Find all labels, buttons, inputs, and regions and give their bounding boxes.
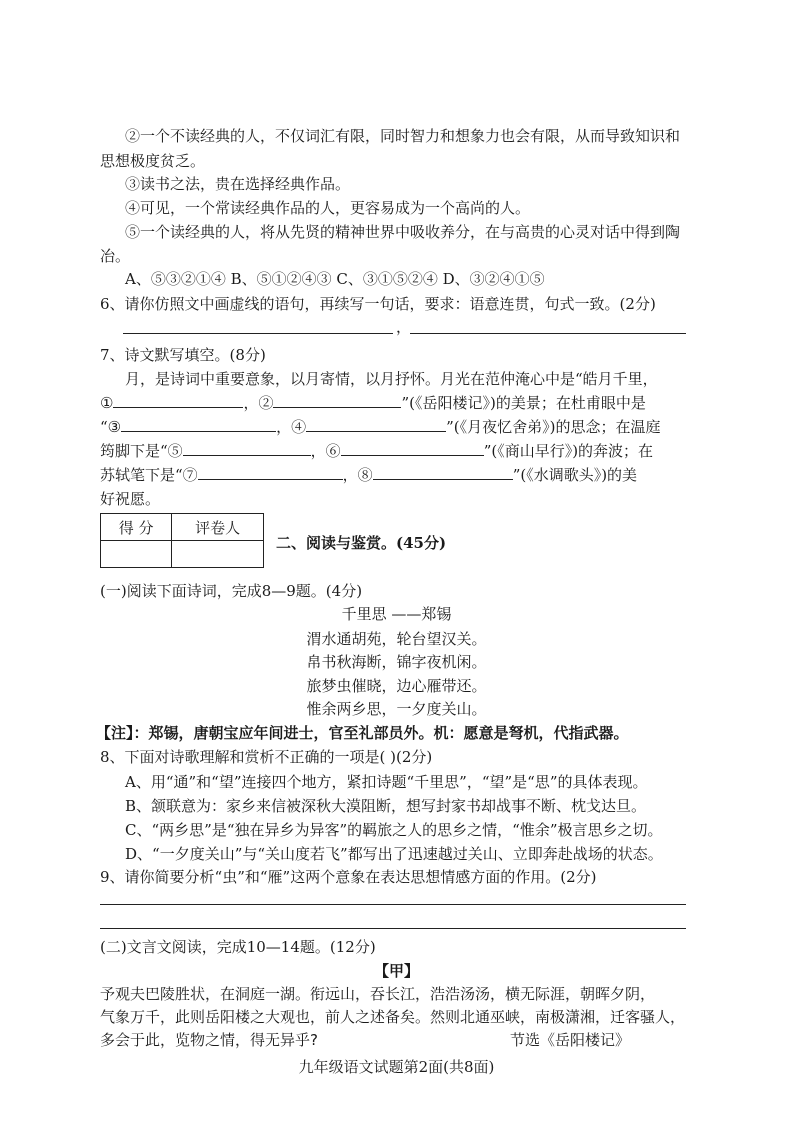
grader-cell[interactable] (172, 541, 264, 568)
blank-2[interactable] (273, 392, 401, 408)
order-choices: A、⑤③②①④ B、⑤①②④③ C、③①⑤②④ D、③②④①⑤ (125, 270, 545, 288)
option-5-line-2: 冶。 (100, 247, 131, 265)
q7-line-4-tail: ”(《商山早行》)的奔波；在 (483, 442, 654, 460)
blank-4[interactable] (306, 416, 446, 432)
q9-answer-line-2[interactable] (100, 928, 686, 929)
page-footer: 九年级语文试题第2面(共8面) (298, 1058, 495, 1076)
poem-title: 千里思 ——郑锡 (341, 605, 452, 623)
blank-6-label: ，⑥ (310, 442, 341, 460)
poem-line-3: 旅梦虫催晓，边心雁带还。 (306, 677, 487, 695)
q6-answer-line-1[interactable] (123, 333, 393, 334)
blank-8[interactable] (373, 464, 513, 480)
part-1-intro: (一)阅读下面诗词，完成8—9题。(4分) (100, 582, 363, 600)
blank-3[interactable] (121, 416, 276, 432)
blank-8-label: ，⑧ (342, 466, 373, 484)
poem-note: 【注】：郑锡，唐朝宝应年间进士，官至礼部员外。机：愿意是弩机，代指武器。 (96, 724, 629, 742)
question-9-stem: 9、请你简要分析“虫”和“雁”这两个意象在表达思想情感方面的作用。(2分) (100, 868, 597, 886)
q8-option-d: D、“一夕度关山”与“关山度若飞”都写出了迅速越过关山、立即奔赴战场的状态。 (125, 845, 663, 863)
blank-2-label: ，② (243, 394, 274, 412)
question-8-stem: 8、下面对诗歌理解和赏析不正确的一项是( )(2分) (100, 748, 433, 766)
option-2-line-2: 思想极度贫乏。 (100, 152, 206, 170)
question-6-stem: 6、请你仿照文中画虚线的语句，再续写一句话，要求：语意连贯，句式一致。(2分) (100, 295, 656, 313)
q6-comma: ， (396, 318, 412, 336)
part-2-intro: (二)文言文阅读，完成10—14题。(12分) (100, 938, 376, 956)
grader-header: 评卷人 (172, 514, 264, 541)
option-2-line-1: ②一个不读经典的人，不仅词汇有限，同时智力和想象力也会有限，从而导致知识和 (125, 127, 681, 145)
blank-4-label: ，④ (276, 418, 307, 436)
q7-line-5 (100, 464, 637, 486)
poem-line-2: 帛书秋海断，锦字夜机闲。 (306, 653, 487, 671)
q8-option-a: A、用“通”和“望”连接四个地方，紧扣诗题“千里思”，“望”是“思”的具体表现。 (125, 773, 648, 791)
blank-1[interactable] (113, 392, 243, 408)
q8-option-b: B、颔联意为：家乡来信被深秋大漠阻断，想写封家书却战事不断、枕戈达旦。 (125, 797, 647, 815)
option-3: ③读书之法，贵在选择经典作品。 (125, 175, 351, 193)
passage-line-3: 多会于此，览物之情，得无异乎? (100, 1031, 318, 1049)
score-cell[interactable] (101, 541, 172, 568)
passage-jia-heading: 【甲】 (373, 962, 419, 980)
poem-line-1: 渭水通胡苑，轮台望汉关。 (306, 630, 487, 648)
question-7-stem: 7、诗文默写填空。(8分) (100, 346, 266, 364)
q7-line-4 (100, 440, 653, 462)
poem-line-4: 惟余两乡思，一夕度关山。 (306, 700, 487, 718)
q7-line-1: 月，是诗词中重要意象，以月寄情，以月抒怀。月光在范仲淹心中是“皓月千里， (125, 370, 658, 388)
option-5-line-1: ⑤一个读经典的人，将从先贤的精神世界中吸收养分，在与高贵的心灵对话中得到陶 (125, 223, 681, 241)
q9-answer-line-1[interactable] (100, 904, 686, 905)
q7-line-6: 好祝愿。 (100, 490, 161, 508)
q6-answer-line-2[interactable] (410, 333, 686, 334)
blank-7-label: 苏轼笔下是“⑦ (100, 466, 198, 484)
q7-line-3-tail: ”(《月夜忆舍弟》)的思念；在温庭 (446, 418, 661, 436)
passage-source: 节选《岳阳楼记》 (510, 1031, 631, 1049)
q8-option-c: C、“两乡思”是“独在异乡为异客”的羁旅之人的思乡之情，“惟余”极言思乡之切。 (125, 821, 663, 839)
blank-1-label: ① (100, 394, 114, 412)
blank-3-label: “③ (100, 418, 122, 436)
score-table (100, 513, 264, 568)
q7-line-2-tail: ”(《岳阳楼记》)的美景；在杜甫眼中是 (401, 394, 646, 412)
passage-line-1: 予观夫巴陵胜状，在洞庭一湖。衔远山，吞长江，浩浩汤汤，横无际涯，朝晖夕阴， (100, 985, 656, 1003)
score-header: 得 分 (101, 514, 172, 541)
passage-line-2: 气象万千，此则岳阳楼之大观也，前人之述备矣。然则北通巫峡，南极潇湘，迁客骚人， (100, 1008, 686, 1026)
section-2-title: 二、阅读与鉴赏。(45分) (276, 534, 447, 552)
blank-5-label: 筠脚下是“⑤ (100, 442, 183, 460)
blank-5[interactable] (183, 440, 311, 456)
blank-7[interactable] (198, 464, 343, 480)
blank-6[interactable] (341, 440, 484, 456)
q7-line-5-tail: ”(《水调歌头》)的美 (512, 466, 638, 484)
q7-line-2 (100, 392, 646, 414)
q7-line-3 (100, 416, 661, 438)
option-4: ④可见，一个常读经典作品的人，更容易成为一个高尚的人。 (125, 199, 531, 217)
